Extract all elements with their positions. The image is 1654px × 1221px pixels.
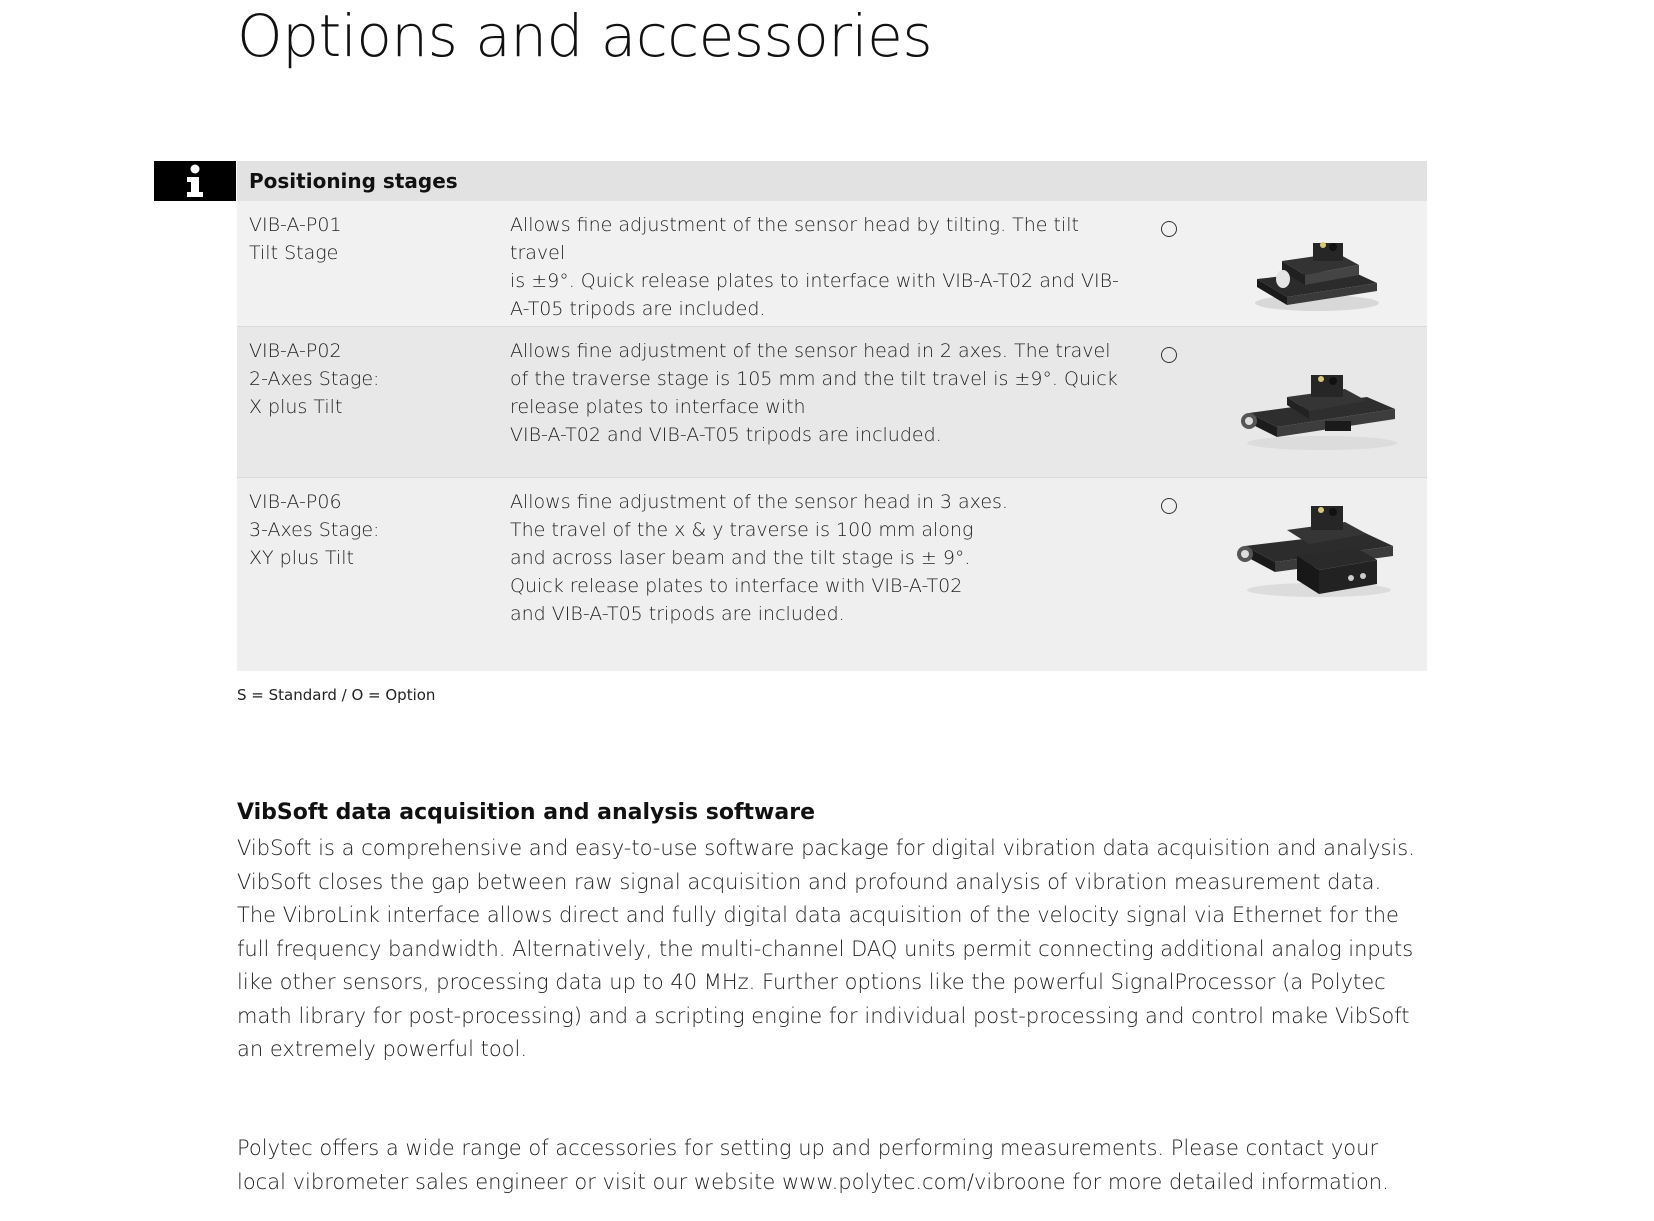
product-description: Allows fine adjustment of the sensor head in 2 axes. The travel of the traverse stage is 105 mm and the tilt travel is ±9°. Quick release plates to interface with VIB-A-T02 and VIB-A-T05 tripods are included. — [510, 340, 1118, 446]
product-code: VIB-A-P06 3-Axes Stage: XY plus Tilt — [249, 491, 380, 569]
info-icon — [154, 161, 236, 201]
info-glyph — [182, 164, 208, 198]
table-row — [237, 327, 1427, 478]
table-row — [237, 478, 1427, 671]
option-marker-icon — [1161, 221, 1177, 237]
three-axes-stage-product-icon — [1227, 494, 1407, 604]
product-description: Allows fine adjustment of the sensor head in 3 axes. The travel of the x & y traverse is 100 mm along and across laser beam and the tilt stage is ± 9°. Quick release plates to interface with VIB-A-T02 and VIB-A-T05 tripods are included. — [510, 491, 1008, 625]
product-description: Allows fine adjustment of the sensor head by tilting. The tilt travel is ±9°. Quick release plates to interface with VIB-A-T02 and VIB- A-T05 tripods are included. — [510, 214, 1119, 320]
product-code: VIB-A-P02 2-Axes Stage: X plus Tilt — [249, 340, 380, 418]
software-description: VibSoft is a comprehensive and easy-to-use software package for digital vibration data acquisition and analysis. VibSoft closes the gap between raw signal acquisition and profound analysis of vibration measurement data. The VibroLink interface allows direct and fully digital data acquisition of the velocity signal via Ethernet for the full frequency bandwidth. Alternatively, the multi-channel DAQ units permit connecting additional analog inputs like other sensors, processing data up to 40 MHz. Further options like the powerful SignalProcessor (a Polytec math library for post-processing) and a scripting engine for individual post-processing and control make VibSoft an extremely powerful tool. — [237, 836, 1415, 1061]
footer-text: Polytec offers a wide range of accessories for setting up and performing measurements. Please contact your local vibrometer sales engineer or visit our website www.polytec.com/vibroone for more detailed information. — [237, 1136, 1389, 1194]
positioning-stages-table — [237, 161, 1427, 670]
table-row — [237, 201, 1427, 327]
product-code: VIB-A-P01 Tilt Stage — [249, 214, 342, 264]
two-axes-stage-product-icon — [1227, 357, 1407, 457]
tilt-stage-product-icon — [1227, 221, 1407, 321]
option-marker-icon — [1161, 498, 1177, 514]
software-heading: VibSoft data acquisition and analysis software — [237, 800, 815, 825]
table-header: Positioning stages — [237, 161, 1427, 201]
page-title: Options and accessories — [237, 2, 933, 70]
legend: S = Standard / O = Option — [237, 686, 436, 704]
option-marker-icon — [1161, 347, 1177, 363]
